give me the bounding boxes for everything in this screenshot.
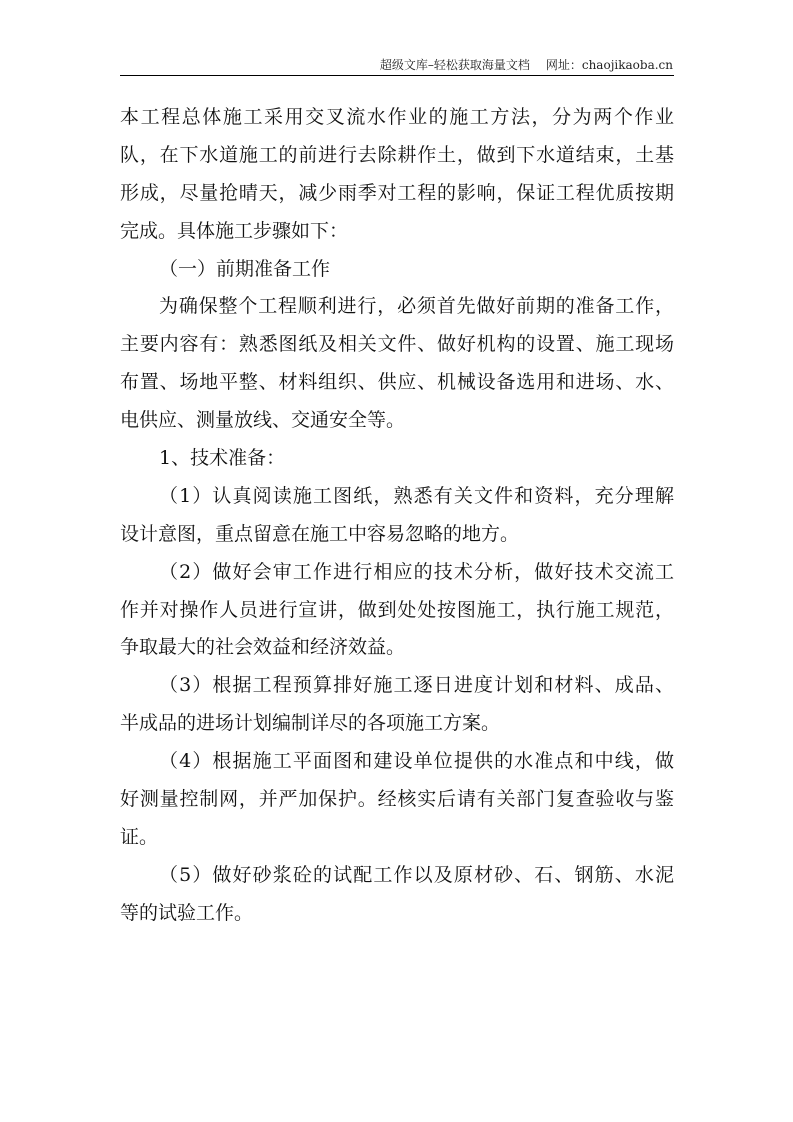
text-line: （1）认真阅读施工图纸，熟悉有关文件和资料，充分理解 bbox=[159, 484, 674, 507]
text-line: 争取最大的社会效益和经济效益。 bbox=[120, 636, 406, 659]
text-line: （5）做好砂浆砼的试配工作以及原材砂、石、钢筋、水泥 bbox=[159, 863, 674, 886]
text-line: （2）做好会审工作进行相应的技术分析，做好技术交流工 bbox=[159, 560, 674, 583]
paragraph bbox=[120, 254, 674, 292]
header-site-name: 超级文库–轻松获取海量文档 bbox=[379, 58, 530, 72]
paragraph bbox=[120, 670, 674, 746]
text-line: 等的试验工作。 bbox=[120, 901, 254, 924]
text-line: （一）前期准备工作 bbox=[159, 257, 331, 280]
document-body bbox=[120, 102, 674, 936]
text-line: 为确保整个工程顺利进行，必须首先做好前期的准备工作， bbox=[159, 295, 674, 318]
paragraph bbox=[120, 860, 674, 936]
paragraph bbox=[120, 481, 674, 557]
paragraph bbox=[120, 291, 674, 443]
text-line: 形成，尽量抢晴天，减少雨季对工程的影响，保证工程优质按期 bbox=[120, 181, 674, 204]
text-line: 设计意图，重点留意在施工中容易忽略的地方。 bbox=[120, 522, 520, 545]
text-line: 电供应、测量放线、交通安全等。 bbox=[120, 409, 406, 432]
text-line: 作并对操作人员进行宣讲，做到处处按图施工，执行施工规范， bbox=[120, 598, 674, 621]
text-line: 半成品的进场计划编制详尽的各项施工方案。 bbox=[120, 712, 501, 735]
text-line: （4）根据施工平面图和建设单位提供的水准点和中线，做 bbox=[159, 750, 674, 773]
text-line: 好测量控制网，并严加保护。经核实后请有关部门复查验收与鉴 bbox=[120, 788, 674, 811]
page-header bbox=[120, 56, 673, 74]
paragraph bbox=[120, 443, 674, 481]
paragraph bbox=[120, 102, 674, 254]
text-line: 证。 bbox=[120, 825, 159, 848]
text-line: 完成。具体施工步骤如下： bbox=[120, 219, 349, 242]
text-line: （3）根据工程预算排好施工逐日进度计划和材料、成品、 bbox=[159, 674, 674, 697]
text-line: 本工程总体施工采用交叉流水作业的施工方法，分为两个作业 bbox=[120, 106, 674, 128]
text-line: 队，在下水道施工的前进行去除耕作土，做到下水道结束，土基 bbox=[120, 143, 674, 166]
text-line: 主要内容有：熟悉图纸及相关文件、做好机构的设置、施工现场 bbox=[120, 333, 674, 356]
paragraph bbox=[120, 746, 674, 860]
text-line: 布置、场地平整、材料组织、供应、机械设备选用和进场、水、 bbox=[120, 371, 674, 394]
paragraph bbox=[120, 557, 674, 671]
text-line: 1、技术准备： bbox=[159, 447, 286, 470]
header-rule bbox=[120, 75, 674, 76]
header-url: 网址：chaojikaoba.cn bbox=[545, 58, 673, 72]
